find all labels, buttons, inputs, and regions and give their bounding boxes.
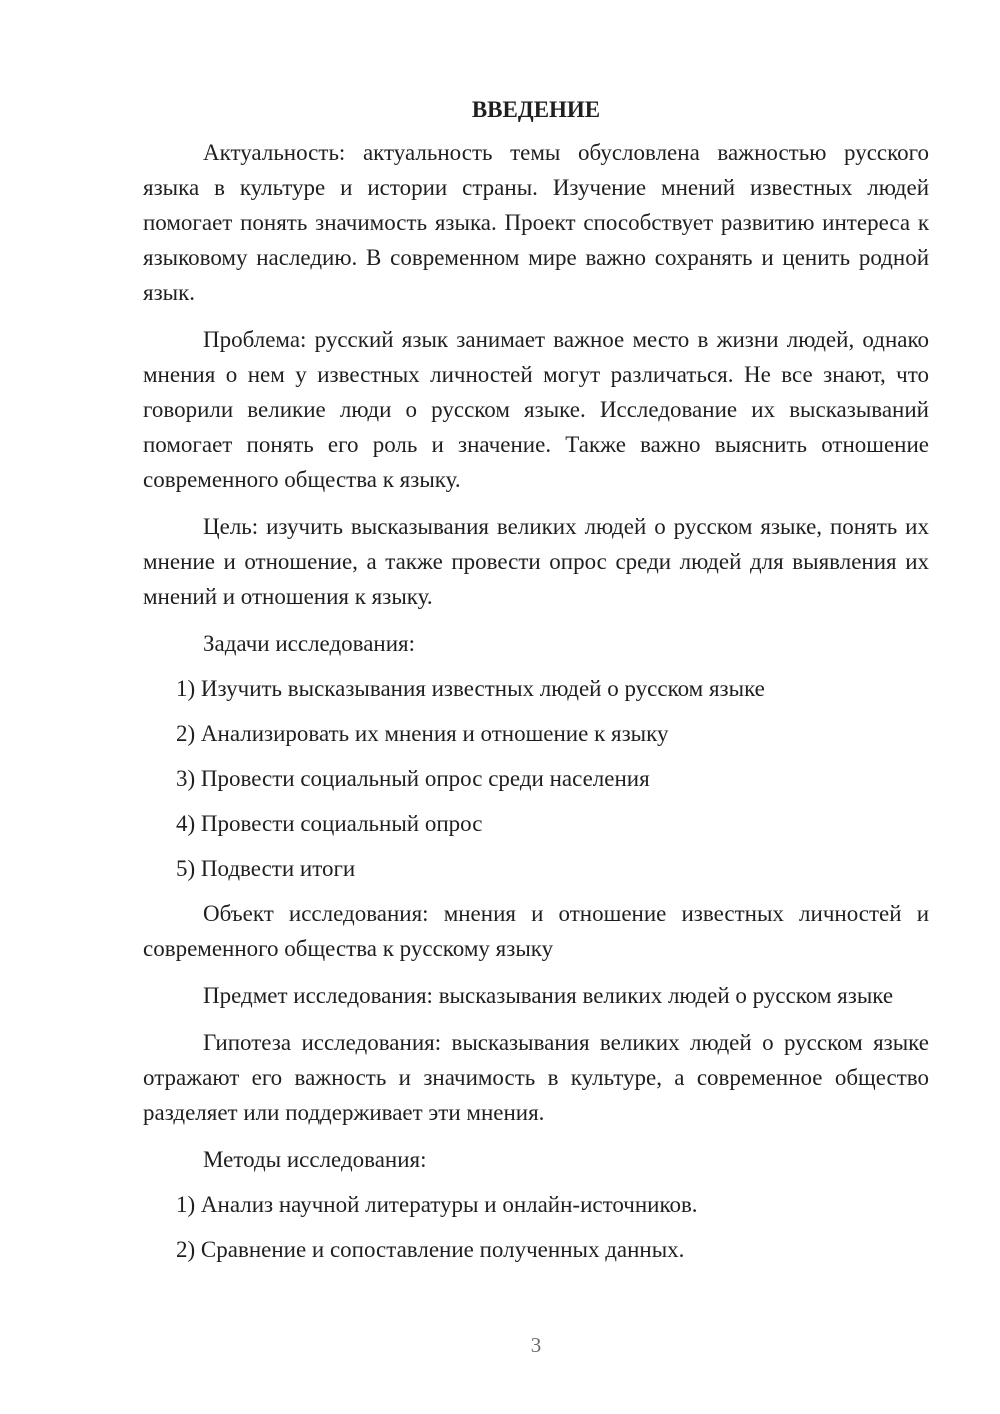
- method-item: 1) Анализ научной литературы и онлайн-источников.: [176, 1192, 698, 1217]
- task-item: 1) Изучить высказывания известных людей о русском языке: [176, 676, 765, 701]
- method-item: 2) Сравнение и сопоставление полученных данных.: [176, 1237, 685, 1262]
- page-number: 3: [530, 1333, 542, 1357]
- section-title: ВВЕДЕНИЕ: [471, 97, 601, 122]
- page-content: [143, 92, 929, 1277]
- task-item: 4) Провести социальный опрос: [176, 811, 483, 836]
- tasks-heading: Задачи исследования:: [203, 631, 416, 656]
- methods-heading: Методы исследования:: [203, 1147, 427, 1172]
- task-item: 2) Анализировать их мнения и отношение к языку: [176, 721, 669, 746]
- task-item: 5) Подвести итоги: [176, 856, 356, 881]
- problem-paragraph: Проблема: русский язык занимает важное место в жизни людей, однако мнения о нем у известных личностей могут различаться. Не все знают, что говорили великие люди о русском языке. Исследование их высказываний помогает понять его роль и значение. Также важно выяснить отношение современного общества к языку.: [143, 327, 929, 492]
- goal-paragraph: Цель: изучить высказывания великих людей о русском языке, понять их мнение и отношение, а также провести опрос среди людей для выявления их мнений и отношения к языку.: [143, 514, 929, 609]
- relevance-paragraph: Актуальность: актуальность темы обусловлена важностью русского языка в культуре и истории страны. Изучение мнений известных людей помогает понять значимость языка. Проект способствует развитию интереса к языковому наследию. В современном мире важно сохранять и ценить родной язык.: [143, 140, 929, 305]
- hypothesis-paragraph: Гипотеза исследования: высказывания великих людей о русском языке отражают его важность и значимость в культуре, а современное общество разделяет или поддерживает эти мнения.: [143, 1030, 929, 1125]
- object-paragraph: Объект исследования: мнения и отношение известных личностей и современного общества к русскому языку: [143, 901, 929, 961]
- task-item: 3) Провести социальный опрос среди населения: [176, 766, 650, 791]
- subject-paragraph: Предмет исследования: высказывания великих людей о русском языке: [203, 983, 894, 1008]
